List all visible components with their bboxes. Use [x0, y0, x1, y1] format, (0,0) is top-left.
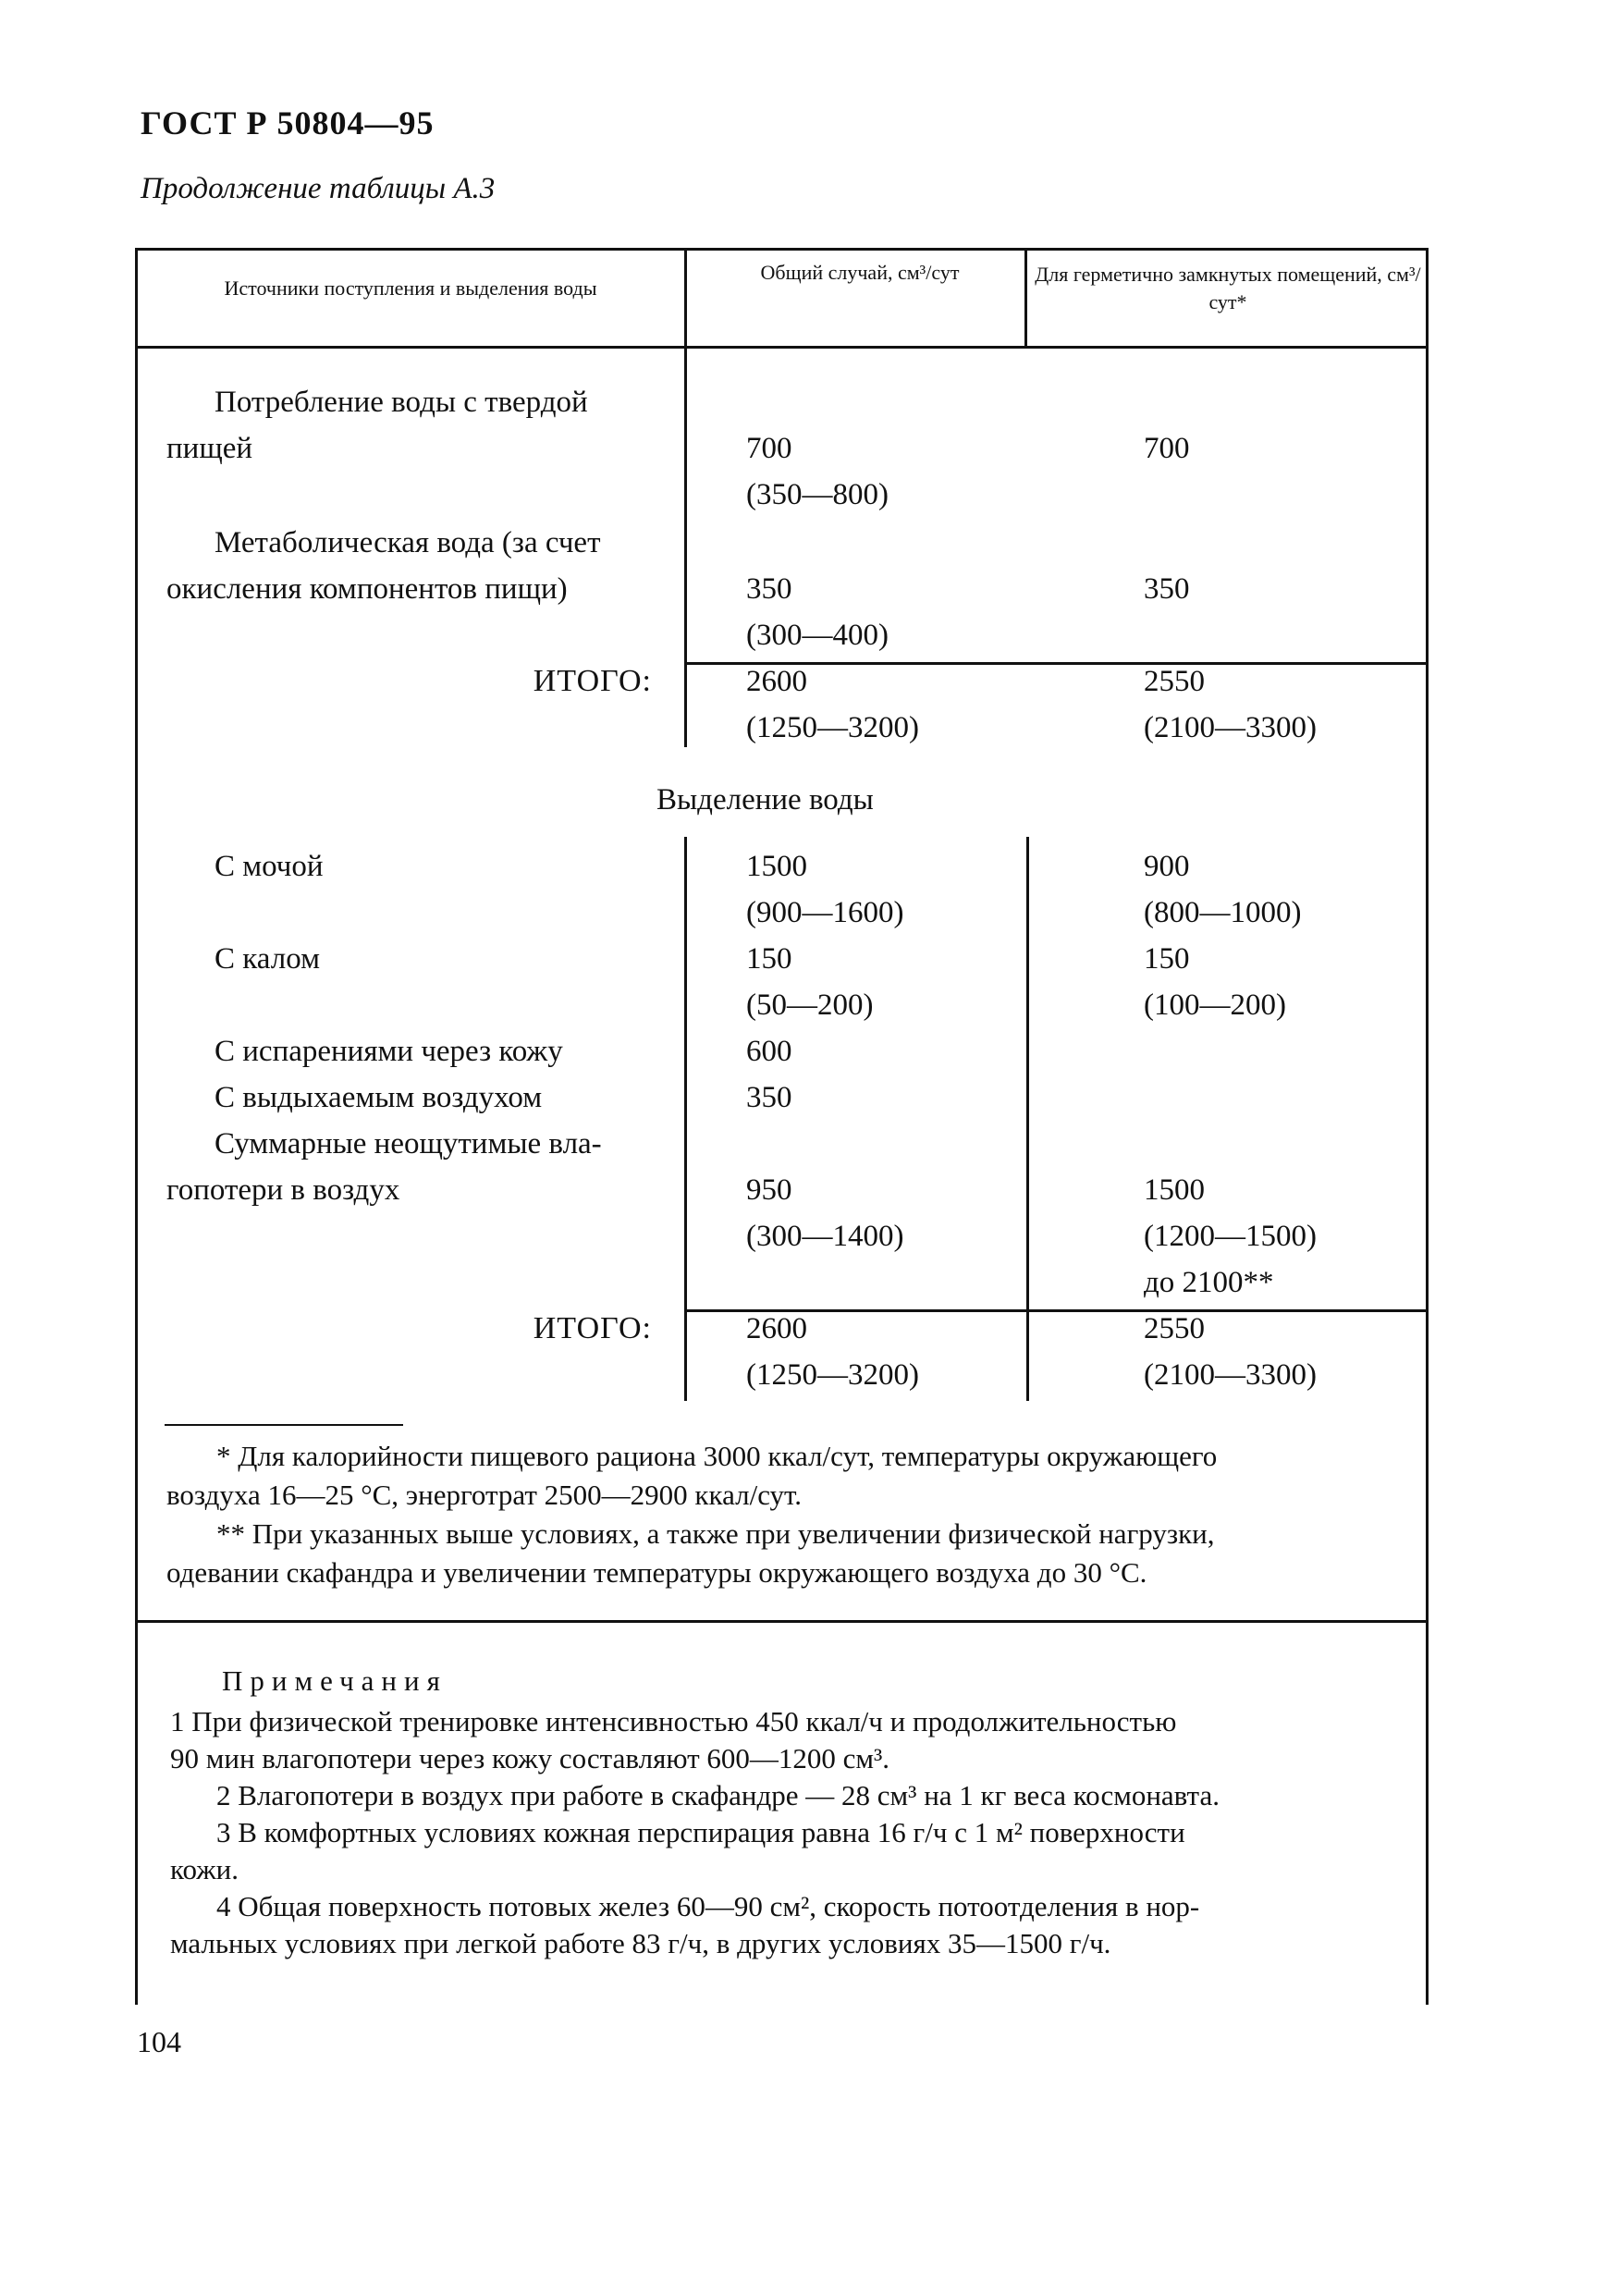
intake-total-sealed-range: (2100—3300) — [1144, 711, 1317, 744]
output-row-2-label: С калом — [215, 942, 320, 976]
output-row-5-sealed-extra: до 2100** — [1144, 1266, 1274, 1299]
output-total-sealed: 2550 — [1144, 1312, 1205, 1345]
output-total-label: ИТОГО: — [533, 1311, 652, 1345]
output-row-1-general: 1500 — [746, 850, 807, 883]
output-row-4-general: 350 — [746, 1081, 792, 1114]
output-total-general: 2600 — [746, 1312, 807, 1345]
output-row-3-label: С испарениями через кожу — [215, 1035, 563, 1068]
intake-total-general: 2600 — [746, 665, 807, 698]
note-1-line2: 90 мин влагопотери через кожу составляют 600—1200 см³. — [170, 1742, 890, 1774]
output-total-general-range: (1250—3200) — [746, 1358, 919, 1392]
col-divider-1-header — [684, 248, 687, 747]
document-title: ГОСТ Р 50804—95 — [141, 104, 435, 141]
output-row-2-general: 150 — [746, 942, 792, 976]
output-row-1-sealed: 900 — [1144, 850, 1190, 883]
output-row-5-sealed-range: (1200—1500) — [1144, 1220, 1317, 1253]
intake-row-2-label-line1: Метаболическая вода (за счет — [215, 526, 601, 559]
footnote-1-line1: * Для калорийности пищевого рациона 3000 ккал/сут, температуры окружающего — [216, 1440, 1218, 1472]
notes-title: Примечания — [222, 1664, 448, 1697]
intake-row-1-label-line1: Потребление воды с твердой — [215, 386, 588, 419]
note-4-line1: 4 Общая поверхность потовых желез 60—90 см², скорость потоотделения в нор- — [216, 1890, 1200, 1922]
output-row-2-general-range: (50—200) — [746, 988, 874, 1022]
note-1-line1: 1 При физической тренировке интенсивностью 450 ккал/ч и продолжительностью — [170, 1705, 1177, 1737]
output-row-2-sealed: 150 — [1144, 942, 1190, 976]
output-section-title: Выделение воды — [656, 783, 874, 816]
intake-row-1-general: 700 — [746, 432, 792, 465]
intake-row-1-sealed: 700 — [1144, 432, 1190, 465]
note-4-line2: мальных условиях при легкой работе 83 г/ч, в других условиях 35—1500 г/ч. — [170, 1927, 1111, 1959]
table-right-border — [1426, 248, 1429, 2005]
note-3-line2: кожи. — [170, 1853, 239, 1885]
footnote-2-line1: ** При указанных выше условиях, а также при увеличении физической нагрузки, — [216, 1517, 1215, 1550]
output-row-5-label-line2: гопотери в воздух — [166, 1173, 400, 1207]
intake-total-sealed: 2550 — [1144, 665, 1205, 698]
table-left-border — [135, 248, 138, 2005]
intake-row-2-general: 350 — [746, 572, 792, 606]
column-header-sealed: Для герметично замкнутых помещений, см³/сут* — [1035, 263, 1421, 313]
page-number: 104 — [137, 2025, 181, 2058]
col-divider-2-output — [1026, 837, 1029, 1401]
output-row-5-sealed: 1500 — [1144, 1173, 1205, 1207]
output-row-1-general-range: (900—1600) — [746, 896, 904, 929]
footnote-separator — [165, 1424, 403, 1426]
notes-separator — [135, 1620, 1429, 1623]
note-2: 2 Влагопотери в воздух при работе в скафандре — 28 см³ на 1 кг веса космонавта. — [216, 1779, 1220, 1811]
output-row-1-label: С мочой — [215, 850, 324, 883]
header-bottom-border — [135, 346, 1429, 349]
output-row-2-sealed-range: (100—200) — [1144, 988, 1286, 1022]
column-header-source: Источники поступления и выделения воды — [224, 276, 597, 300]
intake-row-2-general-range: (300—400) — [746, 619, 889, 652]
note-3-line1: 3 В комфортных условиях кожная перспирация равна 16 г/ч с 1 м² поверхности — [216, 1816, 1185, 1848]
table-top-border — [135, 248, 1429, 251]
table-caption: Продолжение таблицы А.3 — [141, 172, 496, 205]
col-divider-1-output — [684, 837, 687, 1401]
intake-row-1-label-line2: пищей — [166, 432, 253, 465]
output-row-5-general: 950 — [746, 1173, 792, 1207]
output-row-3-general: 600 — [746, 1035, 792, 1068]
footnote-2-line2: одевании скафандра и увеличении температуры окружающего воздуха до 30 °С. — [166, 1556, 1147, 1589]
output-row-1-sealed-range: (800—1000) — [1144, 896, 1302, 929]
intake-total-general-range: (1250—3200) — [746, 711, 919, 744]
output-total-sealed-range: (2100—3300) — [1144, 1358, 1317, 1392]
column-header-general: Общий случай, см³/сут — [760, 261, 960, 284]
footnote-1-line2: воздуха 16—25 °С, энерготрат 2500—2900 ккал/сут. — [166, 1479, 803, 1511]
intake-total-label: ИТОГО: — [533, 664, 652, 698]
intake-row-2-sealed: 350 — [1144, 572, 1190, 606]
intake-row-2-label-line2: окисления компонентов пищи) — [166, 572, 568, 606]
col-divider-2-header — [1024, 248, 1027, 348]
output-row-4-label: С выдыхаемым воздухом — [215, 1081, 543, 1114]
intake-row-1-general-range: (350—800) — [746, 478, 889, 511]
output-row-5-general-range: (300—1400) — [746, 1220, 904, 1253]
output-row-5-label-line1: Суммарные неощутимые вла- — [215, 1127, 602, 1160]
